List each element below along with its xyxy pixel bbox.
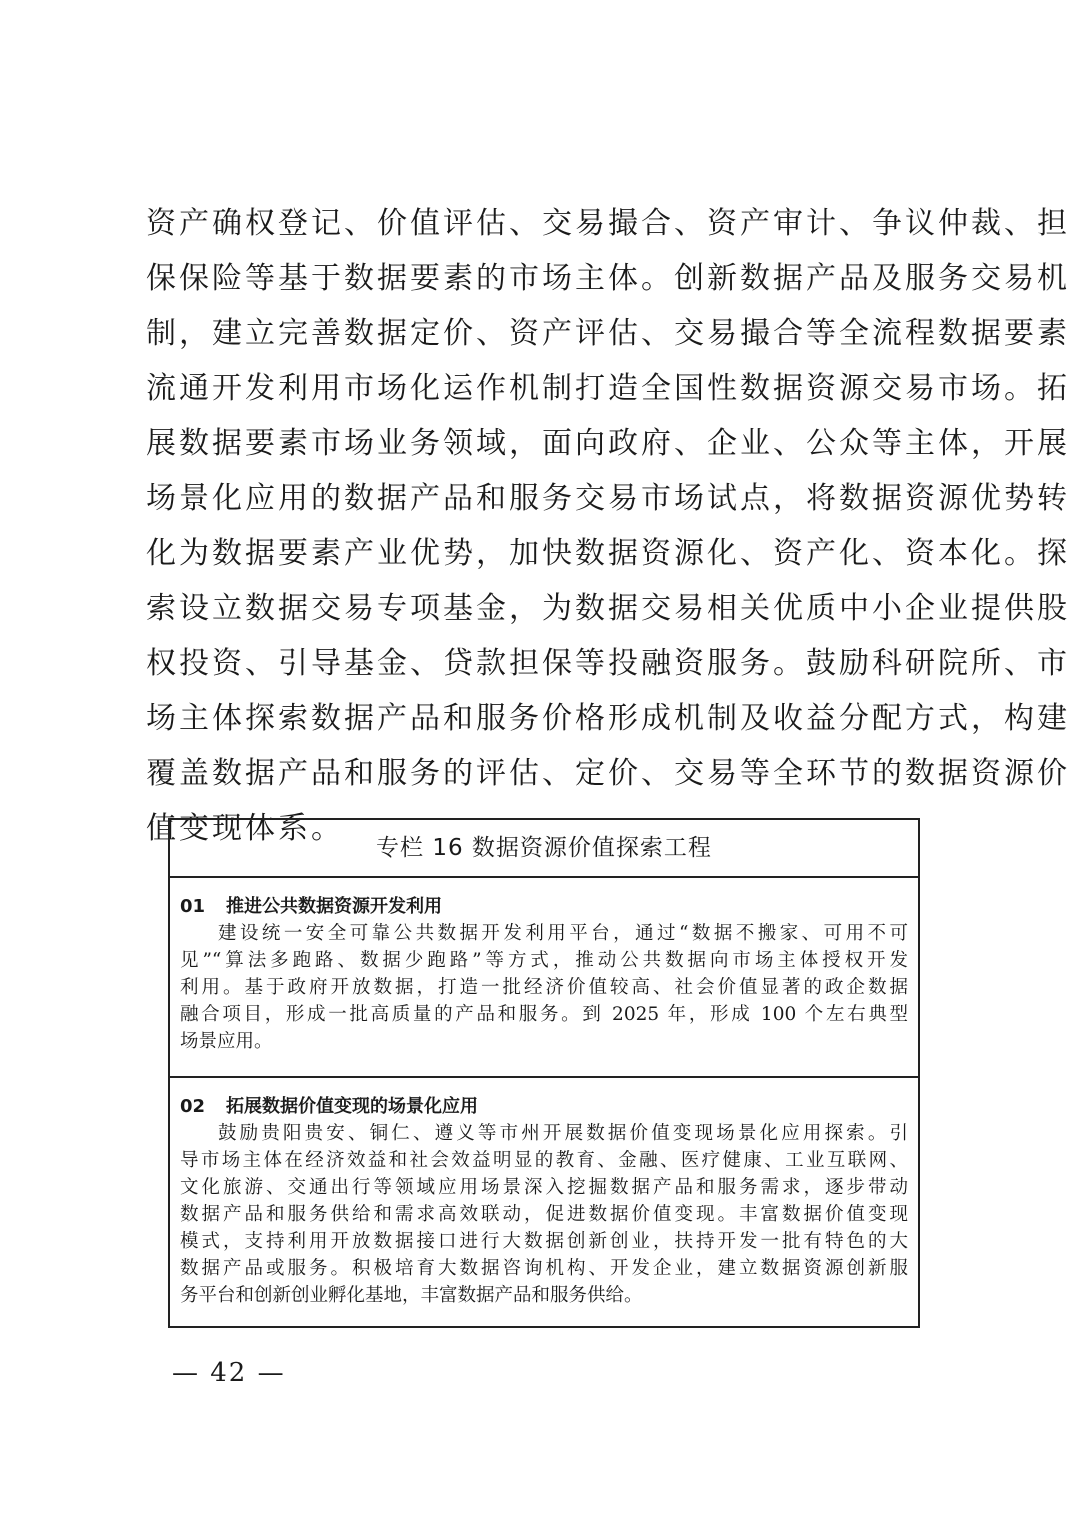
section-line: 建设统一安全可靠公共数据开发利用平台，通过“数据不搬家、可用不可	[218, 923, 908, 944]
box-section-01	[170, 878, 918, 1078]
section-line: 数据产品和服务供给和需求高效联动，促进数据价值变现。丰富数据价值变现	[180, 1204, 908, 1225]
body-paragraph	[146, 196, 1070, 856]
feature-box	[168, 818, 920, 1328]
section-line: 鼓励贵阳贵安、铜仁、遵义等市州开展数据价值变现场景化应用探索。引	[218, 1123, 908, 1144]
body-line: 化为数据要素产业优势，加快数据资源化、资产化、资本化。探	[146, 536, 1070, 571]
section-line: 务平台和创新创业孵化基地，丰富数据产品和服务供给。	[180, 1285, 643, 1306]
page-number: — 42 —	[172, 1358, 286, 1388]
section-line: 数据产品或服务。积极培育大数据咨询机构、开发企业，建立数据资源创新服	[180, 1258, 908, 1279]
section-heading	[180, 1094, 908, 1120]
box-section-02	[170, 1078, 918, 1309]
section-line: 融合项目，形成一批高质量的产品和服务。到 2025 年，形成 100 个左右典型	[180, 1004, 908, 1025]
body-line: 制，建立完善数据定价、资产评估、交易撮合等全流程数据要素	[146, 316, 1070, 351]
body-line: 流通开发利用市场化运作机制打造全国性数据资源交易市场。拓	[146, 371, 1070, 406]
body-line: 值变现体系。	[146, 811, 344, 846]
body-line: 场主体探索数据产品和服务价格形成机制及收益分配方式，构建	[146, 701, 1070, 736]
body-line: 场景化应用的数据产品和服务交易市场试点，将数据资源优势转	[146, 481, 1070, 516]
body-line: 权投资、引导基金、贷款担保等投融资服务。鼓励科研院所、市	[146, 646, 1070, 681]
section-line: 见”“算法多跑路、数据少跑路”等方式，推动公共数据向市场主体授权开发	[180, 950, 908, 971]
body-line: 索设立数据交易专项基金，为数据交易相关优质中小企业提供股	[146, 591, 1070, 626]
section-line: 场景应用。	[180, 1031, 273, 1052]
box-title: 专栏 16 数据资源价值探索工程	[170, 820, 918, 878]
body-line: 展数据要素市场业务领域，面向政府、企业、公众等主体，开展	[146, 426, 1070, 461]
body-line: 资产确权登记、价值评估、交易撮合、资产审计、争议仲裁、担	[146, 206, 1070, 241]
body-line: 覆盖数据产品和服务的评估、定价、交易等全环节的数据资源价	[146, 756, 1070, 791]
section-number: 01	[180, 896, 206, 917]
section-line: 文化旅游、交通出行等领域应用场景深入挖掘数据产品和服务需求，逐步带动	[180, 1177, 908, 1198]
body-line: 保保险等基于数据要素的市场主体。创新数据产品及服务交易机	[146, 261, 1070, 296]
section-line: 利用。基于政府开放数据，打造一批经济价值较高、社会价值显著的政企数据	[180, 977, 908, 998]
section-title: 推进公共数据资源开发利用	[226, 896, 442, 917]
section-title: 拓展数据价值变现的场景化应用	[226, 1096, 478, 1117]
section-heading	[180, 894, 908, 920]
section-line: 模式，支持利用开放数据接口进行大数据创新创业，扶持开发一批有特色的大	[180, 1231, 908, 1252]
section-number: 02	[180, 1096, 206, 1117]
section-line: 导市场主体在经济效益和社会效益明显的教育、金融、医疗健康、工业互联网、	[180, 1150, 908, 1171]
